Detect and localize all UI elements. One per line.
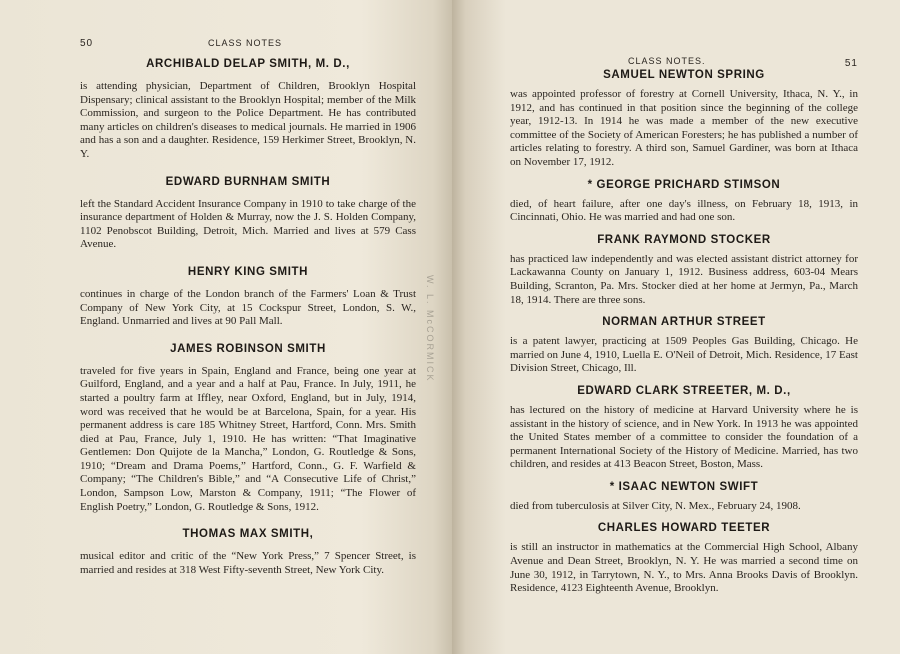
member-name: * ISAAC NEWTON SWIFT <box>609 480 759 493</box>
page-number: 51 <box>844 58 858 69</box>
member-note: was appointed professor of forestry at Cornell University, Ithaca, N. Y., in 1912, and has continued in that position since the beginning of the college year, 1912-13. In 1914 he was made a member of the new executive committee of the Society of American Foresters; he has published a number of articles relating to forestry. A third son, Samuel Gardiner, was born at Ithaca on November 17, 1912. <box>510 88 858 168</box>
member-name: CHARLES HOWARD TEETER <box>597 522 771 535</box>
member-name: NORMAN ARTHUR STREET <box>602 316 766 329</box>
member-note: died from tuberculosis at Silver City, N. Mex., February 24, 1908. <box>510 499 801 512</box>
member-name: JAMES ROBINSON SMITH <box>170 342 326 355</box>
member-name: ARCHIBALD DELAP SMITH, M. D., <box>146 58 350 70</box>
member-note: continues in charge of the London branch of the Farmers' Loan & Trust Company of New York City, at 15 Cockspur Street, London, S. W., England. Unmarried and lives at 90 Pall Mall. <box>80 287 416 328</box>
member-note: has practiced law independently and was elected assistant district attorney for Lackawanna County on January 1, 1912. Business address, 603-04 Mears Building, Scranton, Pa. Mrs. Stocker died at her home at Jermyn, Pa., March 18, 1914. There are three sons. <box>510 252 858 306</box>
member-note: is a patent lawyer, practicing at 1509 Peoples Gas Building, Chicago. He married on June 4, 1910, Luella E. O'Neil of Detroit, Mich. Residence, 17 East Division Street, Chicago, Ill. <box>510 335 858 375</box>
member-name: THOMAS MAX SMITH, <box>182 528 314 541</box>
running-head-title: CLASS NOTES <box>208 38 283 48</box>
class-note-entry <box>80 343 416 515</box>
member-note: is still an instructor in mathematics at the Commercial High School, Albany Avenue and Dean Street, Brooklyn, N. Y. He was married a second time on June 30, 1912, in Tarrytown, N. Y., to Mrs. Anna Brooks Davis of Brooklyn. Residence, 4123 Eighteenth Avenue, Brooklyn. <box>510 541 858 595</box>
member-name: SAMUEL NEWTON SPRING <box>603 69 765 81</box>
gutter-stamp: W. L. McCORMICK <box>425 275 435 383</box>
member-note: died, of heart failure, after one day's illness, on February 18, 1913, in Cincinnati, Ohio. He was married and had one son. <box>510 197 858 224</box>
left-running-head <box>80 38 416 52</box>
class-note-entry <box>80 58 416 162</box>
running-head-title: CLASS NOTES. <box>628 56 706 66</box>
member-name: EDWARD CLARK STREETER, M. D., <box>577 384 791 397</box>
class-note-entry <box>80 176 416 252</box>
member-name: * GEORGE PRICHARD STIMSON <box>587 178 781 191</box>
member-note: has lectured on the history of medicine at Harvard University where he is assistant in the history of science, and in New York. In 1913 he was appointed the United States member of a committee to consider the foundation of a permanent International Society of the History of Medicine. Married, has two children, and resides at 413 Beacon Street, Boston, Mass. <box>510 403 858 471</box>
class-note-entry <box>510 522 858 595</box>
member-name: HENRY KING SMITH <box>187 265 309 278</box>
class-note-entry <box>510 316 858 376</box>
member-note: is attending physician, Department of Children, Brooklyn Hospital Dispensary; clinical assistant to the Brooklyn Hospital; member of the Milk Commission, and surgeon to the Police Department. He has contributed many articles on children's diseases to medical journals. He married in 1906 and has a son and a daughter. Residence, 159 Herkimer Street, Brooklyn, N. Y. <box>80 80 416 160</box>
member-note: traveled for five years in Spain, England and France, being one year at Guilford, England, and a year and a half at Pau, France. In July, 1911, he started a poultry farm at Iffley, near Oxford, England, but in July, 1914, word was received that he would be at Barcelona, Spain, for a year. His permanent address is care 185 Whitney Street, Hartford, Conn. Mrs. Smith died at Pau, France, July 1, 1910. He has written: “That Imaginative Gentlemen: Don Quijote de la Mancha,” London, G. Routledge & Sons, 1910; “Dream and Drama Poems,” Hartford, Conn., G. F. Warfield & Company; “The Children's Bible,” and “A Consecutive Life of Christ,” London, Sampson Low, Marston & Company, 1911; “The Flower of English Poetry,” London, G. Routledge & Sons, 1912. <box>80 364 416 513</box>
right-running-head <box>510 50 858 69</box>
class-note-entry <box>510 481 858 514</box>
member-note: left the Standard Accident Insurance Company in 1910 to take charge of the insurance department of Holden & Murray, now the J. S. Holden Company, 1102 Penobscot Building, Detroit, Mich. Married and lives at 579 Cass Avenue. <box>80 197 416 251</box>
class-note-entry <box>80 266 416 329</box>
class-note-entry <box>80 528 416 577</box>
class-note-entry <box>510 69 858 170</box>
member-note: musical editor and critic of the “New York Press,” 7 Spencer Street, is married and resides at 318 West Fifty-seventh Street, New York City. <box>80 550 416 576</box>
member-name: EDWARD BURNHAM SMITH <box>165 175 331 188</box>
right-page <box>452 0 900 654</box>
member-name: FRANK RAYMOND STOCKER <box>597 233 771 246</box>
class-note-entry <box>510 234 858 307</box>
page-number: 50 <box>80 38 94 49</box>
class-note-entry <box>510 179 858 225</box>
class-note-entry <box>510 385 858 472</box>
